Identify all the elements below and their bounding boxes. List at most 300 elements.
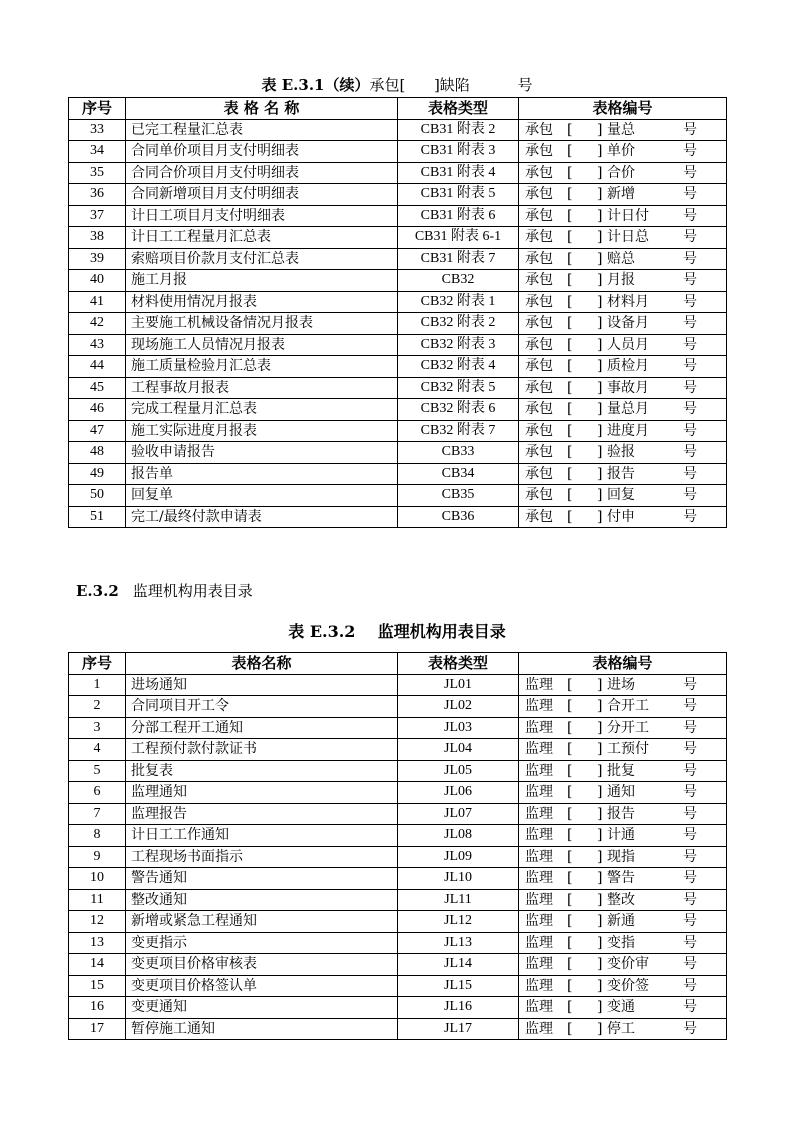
- code-prefix: 监理: [525, 870, 553, 887]
- table-row: [69, 485, 727, 507]
- code-suffix: 号: [683, 508, 697, 525]
- code-bracket-close: ]: [597, 379, 603, 396]
- form-type: CB31 附表 6-1: [398, 227, 519, 249]
- code-suffix: 号: [683, 272, 697, 289]
- form-name: 完工/最终付款申请表: [126, 506, 398, 528]
- code-bracket-close: ]: [597, 186, 603, 203]
- form-type: JL17: [398, 1018, 519, 1040]
- code-prefix: 监理: [525, 784, 553, 801]
- form-name: 警告通知: [126, 868, 398, 890]
- table-row: [69, 868, 727, 890]
- code-bracket-close: ]: [597, 143, 603, 160]
- code-abbreviation: 量总: [607, 121, 635, 138]
- code-abbreviation: 报告: [607, 465, 635, 482]
- code-abbreviation: 新增: [607, 186, 635, 203]
- code-prefix: 承包: [525, 336, 553, 353]
- code-prefix: 承包: [525, 121, 553, 138]
- row-number: 36: [69, 184, 126, 206]
- code-bracket-open: [: [567, 143, 573, 160]
- form-name: 已完工程量汇总表: [126, 119, 398, 141]
- code-prefix: 承包: [525, 164, 553, 181]
- code-suffix: 号: [683, 358, 697, 375]
- code-bracket-close: ]: [597, 508, 603, 525]
- table-row: [69, 954, 727, 976]
- row-number: 14: [69, 954, 126, 976]
- code-bracket-close: ]: [597, 401, 603, 418]
- section-title: 监理机构用表目录: [132, 582, 253, 600]
- form-type: CB31 附表 5: [398, 184, 519, 206]
- form-code: [519, 313, 727, 335]
- form-type: JL04: [398, 739, 519, 761]
- form-code: [519, 377, 727, 399]
- form-code: [519, 825, 727, 847]
- header-no: 序号: [69, 653, 126, 675]
- form-type: CB33: [398, 442, 519, 464]
- code-abbreviation: 进度月: [607, 422, 649, 439]
- form-type: JL10: [398, 868, 519, 890]
- row-number: 33: [69, 119, 126, 141]
- table-row: [69, 717, 727, 739]
- row-number: 2: [69, 696, 126, 718]
- code-suffix: 号: [683, 229, 697, 246]
- section-number: E.3.2: [76, 582, 119, 600]
- code-bracket-close: ]: [597, 784, 603, 801]
- code-suffix: 号: [683, 913, 697, 930]
- code-prefix: 承包: [525, 229, 553, 246]
- code-abbreviation: 合开工: [607, 698, 649, 715]
- form-code: [519, 227, 727, 249]
- form-name: 施工实际进度月报表: [126, 420, 398, 442]
- row-number: 48: [69, 442, 126, 464]
- code-prefix: 承包: [525, 250, 553, 267]
- code-abbreviation: 材料月: [607, 293, 649, 310]
- code-bracket-close: ]: [597, 250, 603, 267]
- row-number: 3: [69, 717, 126, 739]
- code-bracket-close: ]: [597, 805, 603, 822]
- table-row: [69, 377, 727, 399]
- code-bracket-close: ]: [597, 999, 603, 1016]
- code-abbreviation: 整改: [607, 891, 635, 908]
- form-name: 计日工工程量月汇总表: [126, 227, 398, 249]
- row-number: 13: [69, 932, 126, 954]
- form-type: JL12: [398, 911, 519, 933]
- form-code: [519, 975, 727, 997]
- code-bracket-open: [: [567, 186, 573, 203]
- form-type: JL15: [398, 975, 519, 997]
- row-number: 16: [69, 997, 126, 1019]
- row-number: 47: [69, 420, 126, 442]
- code-abbreviation: 事故月: [607, 379, 649, 396]
- code-suffix: 号: [683, 977, 697, 994]
- form-code: [519, 420, 727, 442]
- form-name: 新增或紧急工程通知: [126, 911, 398, 933]
- form-type: JL14: [398, 954, 519, 976]
- form-name: 工程事故月报表: [126, 377, 398, 399]
- row-number: 15: [69, 975, 126, 997]
- code-suffix: 号: [683, 698, 697, 715]
- code-bracket-open: [: [567, 719, 573, 736]
- code-prefix: 监理: [525, 762, 553, 779]
- form-name: 合同合价项目月支付明细表: [126, 162, 398, 184]
- form-name: 变更通知: [126, 997, 398, 1019]
- form-type: CB34: [398, 463, 519, 485]
- form-code: [519, 162, 727, 184]
- code-suffix: 号: [683, 934, 697, 951]
- form-code: [519, 248, 727, 270]
- row-number: 51: [69, 506, 126, 528]
- form-code: [519, 696, 727, 718]
- code-bracket-open: [: [567, 444, 573, 461]
- table-row: [69, 739, 727, 761]
- code-bracket-open: [: [567, 207, 573, 224]
- code-prefix: 承包: [525, 143, 553, 160]
- form-name: 完成工程量月汇总表: [126, 399, 398, 421]
- code-suffix: 号: [683, 401, 697, 418]
- table-row: [69, 975, 727, 997]
- table-row: [69, 506, 727, 528]
- row-number: 1: [69, 674, 126, 696]
- code-bracket-close: ]: [597, 719, 603, 736]
- form-code: [519, 997, 727, 1019]
- code-bracket-open: [: [567, 315, 573, 332]
- code-bracket-close: ]: [597, 741, 603, 758]
- header-type: 表格类型: [398, 653, 519, 675]
- code-abbreviation: 变指: [607, 934, 635, 951]
- code-suffix: 号: [683, 315, 697, 332]
- form-code: [519, 334, 727, 356]
- form-code: [519, 803, 727, 825]
- code-prefix: 承包: [525, 508, 553, 525]
- code-bracket-open: [: [567, 999, 573, 1016]
- contractor-forms-table: [68, 97, 727, 528]
- code-prefix: 监理: [525, 891, 553, 908]
- table-row: [69, 1018, 727, 1040]
- form-code: [519, 184, 727, 206]
- code-suffix: 号: [683, 207, 697, 224]
- form-code: [519, 463, 727, 485]
- table-row: [69, 696, 727, 718]
- code-bracket-close: ]: [597, 891, 603, 908]
- code-prefix: 承包: [525, 272, 553, 289]
- table-row: [69, 463, 727, 485]
- code-prefix: 监理: [525, 999, 553, 1016]
- table-row: [69, 184, 727, 206]
- form-name: 回复单: [126, 485, 398, 507]
- form-type: JL09: [398, 846, 519, 868]
- code-bracket-open: [: [567, 379, 573, 396]
- code-suffix: 号: [683, 121, 697, 138]
- code-abbreviation: 赔总: [607, 250, 635, 267]
- table-row: [69, 162, 727, 184]
- code-suffix: 号: [683, 891, 697, 908]
- code-abbreviation: 分开工: [607, 719, 649, 736]
- form-name: 验收申请报告: [126, 442, 398, 464]
- form-type: JL13: [398, 932, 519, 954]
- code-bracket-open: [: [567, 784, 573, 801]
- code-bracket-open: [: [567, 805, 573, 822]
- code-bracket-open: [: [567, 698, 573, 715]
- code-bracket-close: ]: [597, 293, 603, 310]
- row-number: 42: [69, 313, 126, 335]
- table-row: [69, 313, 727, 335]
- code-suffix: 号: [683, 762, 697, 779]
- code-prefix: 承包: [525, 487, 553, 504]
- code-suffix: 号: [683, 784, 697, 801]
- form-name: 整改通知: [126, 889, 398, 911]
- form-name: 合同项目开工令: [126, 696, 398, 718]
- form-type: CB31 附表 2: [398, 119, 519, 141]
- code-suffix: 号: [683, 1020, 697, 1037]
- code-prefix: 监理: [525, 934, 553, 951]
- table-row: [69, 205, 727, 227]
- code-prefix: 承包: [525, 358, 553, 375]
- code-bracket-open: [: [567, 676, 573, 693]
- form-code: [519, 119, 727, 141]
- row-number: 10: [69, 868, 126, 890]
- code-abbreviation: 通知: [607, 784, 635, 801]
- form-type: CB36: [398, 506, 519, 528]
- form-name: 合同单价项目月支付明细表: [126, 141, 398, 163]
- code-bracket-open: [: [567, 913, 573, 930]
- code-suffix: 号: [683, 186, 697, 203]
- code-abbreviation: 质检月: [607, 358, 649, 375]
- code-bracket-close: ]: [597, 870, 603, 887]
- code-suffix: 号: [683, 250, 697, 267]
- code-prefix: 监理: [525, 719, 553, 736]
- table-row: [69, 356, 727, 378]
- code-prefix: 监理: [525, 741, 553, 758]
- form-name: 材料使用情况月报表: [126, 291, 398, 313]
- form-name: 现场施工人员情况月报表: [126, 334, 398, 356]
- form-name: 施工月报: [126, 270, 398, 292]
- code-suffix: 号: [683, 999, 697, 1016]
- code-suffix: 号: [683, 805, 697, 822]
- row-number: 34: [69, 141, 126, 163]
- form-name: 索赔项目价款月支付汇总表: [126, 248, 398, 270]
- section-heading: [76, 580, 253, 602]
- code-suffix: 号: [683, 336, 697, 353]
- code-bracket-open: [: [567, 741, 573, 758]
- code-abbreviation: 设备月: [607, 315, 649, 332]
- header-no: 序号: [69, 98, 126, 120]
- header-code: 表格编号: [519, 98, 727, 120]
- row-number: 11: [69, 889, 126, 911]
- table-row: [69, 399, 727, 421]
- table-row: [69, 911, 727, 933]
- code-prefix: 承包: [525, 465, 553, 482]
- row-number: 39: [69, 248, 126, 270]
- code-abbreviation: 工预付: [607, 741, 649, 758]
- form-name: 监理通知: [126, 782, 398, 804]
- table-row: [69, 782, 727, 804]
- form-type: CB32 附表 1: [398, 291, 519, 313]
- code-prefix: 监理: [525, 698, 553, 715]
- code-suffix: 号: [683, 444, 697, 461]
- form-name: 批复表: [126, 760, 398, 782]
- code-abbreviation: 量总月: [607, 401, 649, 418]
- form-type: JL07: [398, 803, 519, 825]
- table-row: [69, 760, 727, 782]
- code-abbreviation: 现指: [607, 848, 635, 865]
- code-bracket-close: ]: [597, 676, 603, 693]
- code-bracket-close: ]: [597, 422, 603, 439]
- row-number: 43: [69, 334, 126, 356]
- code-bracket-close: ]: [597, 229, 603, 246]
- row-number: 50: [69, 485, 126, 507]
- form-type: CB32 附表 2: [398, 313, 519, 335]
- code-prefix: 承包: [525, 422, 553, 439]
- row-number: 9: [69, 846, 126, 868]
- form-code: [519, 954, 727, 976]
- table1-title-rest: 承包[ ]缺陷 号: [369, 76, 533, 94]
- code-suffix: 号: [683, 848, 697, 865]
- table-row: [69, 803, 727, 825]
- code-bracket-close: ]: [597, 762, 603, 779]
- code-suffix: 号: [683, 487, 697, 504]
- header-code: 表格编号: [519, 653, 727, 675]
- form-type: CB32 附表 5: [398, 377, 519, 399]
- form-code: [519, 270, 727, 292]
- code-abbreviation: 进场: [607, 676, 635, 693]
- code-prefix: 承包: [525, 315, 553, 332]
- code-abbreviation: 计日总: [607, 229, 649, 246]
- code-abbreviation: 报告: [607, 805, 635, 822]
- form-code: [519, 506, 727, 528]
- code-bracket-close: ]: [597, 315, 603, 332]
- table-row: [69, 119, 727, 141]
- table-row: [69, 674, 727, 696]
- form-name: 计日工项目月支付明细表: [126, 205, 398, 227]
- code-bracket-open: [: [567, 229, 573, 246]
- code-bracket-open: [: [567, 487, 573, 504]
- form-type: CB35: [398, 485, 519, 507]
- form-type: CB31 附表 7: [398, 248, 519, 270]
- code-prefix: 监理: [525, 805, 553, 822]
- code-prefix: 承包: [525, 379, 553, 396]
- form-name: 暂停施工通知: [126, 1018, 398, 1040]
- code-bracket-open: [: [567, 891, 573, 908]
- code-bracket-close: ]: [597, 121, 603, 138]
- table-header-row: [69, 98, 727, 120]
- row-number: 41: [69, 291, 126, 313]
- header-type: 表格类型: [398, 98, 519, 120]
- form-code: [519, 782, 727, 804]
- code-suffix: 号: [683, 379, 697, 396]
- form-code: [519, 399, 727, 421]
- code-bracket-open: [: [567, 358, 573, 375]
- code-bracket-close: ]: [597, 164, 603, 181]
- code-bracket-open: [: [567, 977, 573, 994]
- code-prefix: 承包: [525, 401, 553, 418]
- code-bracket-close: ]: [597, 1020, 603, 1037]
- code-abbreviation: 验报: [607, 444, 635, 461]
- form-type: CB31 附表 4: [398, 162, 519, 184]
- row-number: 7: [69, 803, 126, 825]
- code-bracket-open: [: [567, 164, 573, 181]
- code-suffix: 号: [683, 143, 697, 160]
- form-type: JL01: [398, 674, 519, 696]
- form-type: JL05: [398, 760, 519, 782]
- code-abbreviation: 变通: [607, 999, 635, 1016]
- table-row: [69, 889, 727, 911]
- table-row: [69, 420, 727, 442]
- form-name: 分部工程开工通知: [126, 717, 398, 739]
- code-abbreviation: 月报: [607, 272, 635, 289]
- form-type: CB32 附表 4: [398, 356, 519, 378]
- code-bracket-close: ]: [597, 358, 603, 375]
- code-bracket-open: [: [567, 465, 573, 482]
- code-abbreviation: 人员月: [607, 336, 649, 353]
- code-bracket-close: ]: [597, 848, 603, 865]
- form-type: JL11: [398, 889, 519, 911]
- form-code: [519, 205, 727, 227]
- form-type: JL06: [398, 782, 519, 804]
- form-code: [519, 760, 727, 782]
- row-number: 4: [69, 739, 126, 761]
- table-row: [69, 825, 727, 847]
- code-bracket-close: ]: [597, 934, 603, 951]
- table-row: [69, 442, 727, 464]
- code-prefix: 承包: [525, 207, 553, 224]
- row-number: 5: [69, 760, 126, 782]
- form-code: [519, 485, 727, 507]
- form-code: [519, 889, 727, 911]
- code-abbreviation: 回复: [607, 487, 635, 504]
- code-bracket-open: [: [567, 848, 573, 865]
- row-number: 45: [69, 377, 126, 399]
- code-bracket-open: [: [567, 250, 573, 267]
- code-bracket-open: [: [567, 508, 573, 525]
- form-code: [519, 356, 727, 378]
- table-row: [69, 846, 727, 868]
- form-code: [519, 674, 727, 696]
- form-name: 变更项目价格签认单: [126, 975, 398, 997]
- header-name: 表格名称: [126, 653, 398, 675]
- code-prefix: 监理: [525, 956, 553, 973]
- code-suffix: 号: [683, 870, 697, 887]
- code-bracket-close: ]: [597, 336, 603, 353]
- row-number: 44: [69, 356, 126, 378]
- form-code: [519, 141, 727, 163]
- code-abbreviation: 变价签: [607, 977, 649, 994]
- form-type: CB32 附表 6: [398, 399, 519, 421]
- form-type: CB32 附表 3: [398, 334, 519, 356]
- code-bracket-close: ]: [597, 698, 603, 715]
- row-number: 35: [69, 162, 126, 184]
- row-number: 40: [69, 270, 126, 292]
- code-bracket-open: [: [567, 827, 573, 844]
- code-bracket-close: ]: [597, 487, 603, 504]
- row-number: 8: [69, 825, 126, 847]
- code-prefix: 承包: [525, 444, 553, 461]
- supervision-forms-table: [68, 652, 727, 1040]
- code-suffix: 号: [683, 422, 697, 439]
- table-row: [69, 997, 727, 1019]
- form-code: [519, 739, 727, 761]
- code-prefix: 监理: [525, 848, 553, 865]
- code-bracket-open: [: [567, 272, 573, 289]
- code-abbreviation: 付申: [607, 508, 635, 525]
- table-row: [69, 227, 727, 249]
- code-abbreviation: 合价: [607, 164, 635, 181]
- form-code: [519, 911, 727, 933]
- table1-title-bold: 表 E.3.1（续）: [261, 76, 370, 94]
- code-prefix: 监理: [525, 827, 553, 844]
- row-number: 37: [69, 205, 126, 227]
- code-bracket-open: [: [567, 401, 573, 418]
- form-name: 工程预付款付款证书: [126, 739, 398, 761]
- form-type: CB31 附表 6: [398, 205, 519, 227]
